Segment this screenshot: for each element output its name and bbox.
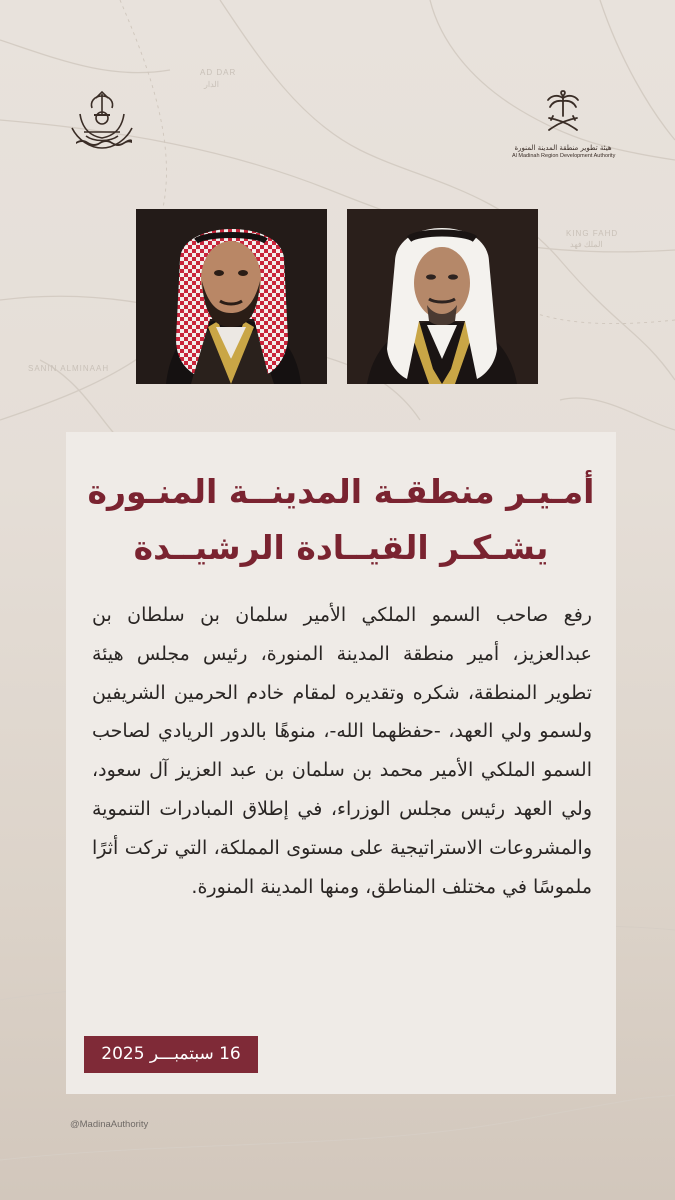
authority-logo (512, 90, 614, 159)
authority-name-ar: هيئة تطوير منطقة المدينة المنورة (514, 144, 612, 152)
map-label-king-fahd: KING FAHD (566, 229, 619, 238)
map-label-ad-dar-ar: الدار (204, 80, 219, 89)
portrait-crown-prince (136, 209, 327, 384)
portrait-king (347, 209, 538, 384)
date-badge: 16 سبتمبـــر 2025 (84, 1036, 258, 1073)
saudi-royal-emblem-icon (64, 88, 140, 154)
map-label-left: SANIN ALMINAAH (28, 364, 110, 373)
headline-line-2: يشـكـر القيــادة الرشيــدة (133, 528, 549, 567)
map-label-king-fahd-ar: الملك فهد (570, 240, 603, 249)
headline-line-1: أمـيـر منطقـة المدينــة المنـورة (87, 472, 595, 511)
authority-name-en: Al Madinah Region Development Authority (512, 153, 616, 159)
news-body: رفع صاحب السمو الملكي الأمير سلمان بن سلطان بن عبدالعزيز، أمير منطقة المدينة المنورة، رئيس مجلس هيئة تطوير المنطقة، شكره وتقديره لمقام خادم الحرمين الشريفين ولسمو ولي العهد، -حفظهما الله-، منوهًا بالدور الريادي لصاحب السمو الملكي الأمير محمد بن سلمان بن عبد العزيز آل سعود، ولي العهد رئيس مجلس الوزراء، في إطلاق المبادرات التنموية والمشروعات الاستراتيجية على مستوى المملكة، التي تركت أثرًا ملموسًا في مختلف المناطق، ومنها المدينة المنورة. (92, 604, 592, 898)
map-label-ad-dar: AD DAR (200, 68, 237, 77)
palm-swords-emblem-icon (543, 90, 583, 134)
news-card (66, 432, 616, 1094)
social-handle[interactable]: @MadinaAuthority (70, 1119, 149, 1130)
